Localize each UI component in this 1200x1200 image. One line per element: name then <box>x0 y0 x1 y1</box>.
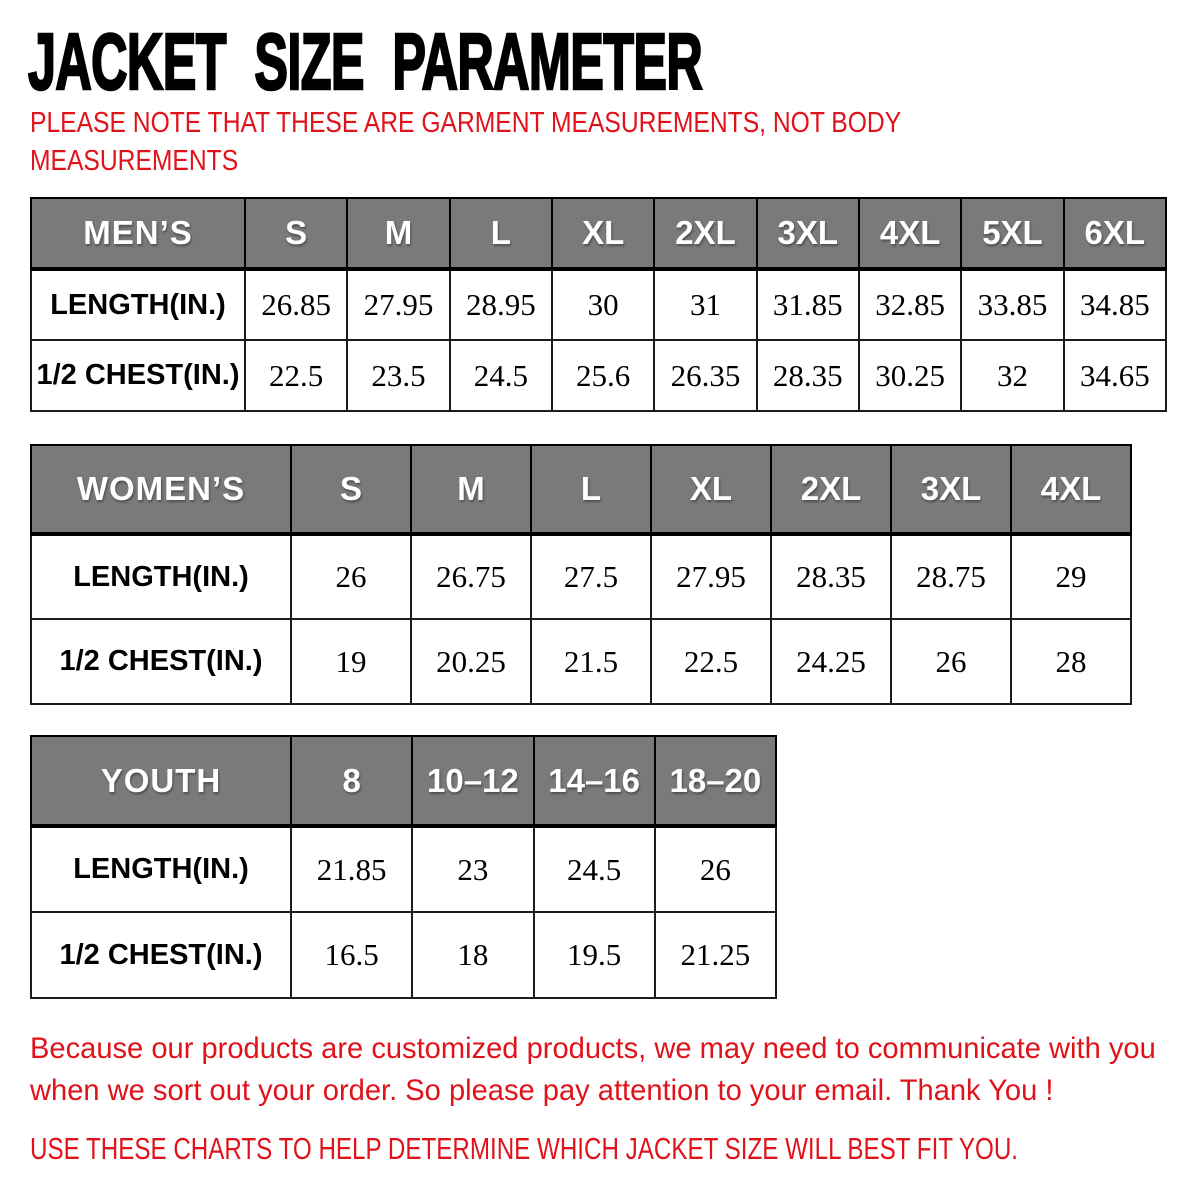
womens-size-table <box>30 444 1132 705</box>
mens-length-5xl: 33.85 <box>961 269 1063 340</box>
youth-size-header-10-12: 10–12 <box>412 736 533 826</box>
womens-length-4xl: 29 <box>1011 534 1131 619</box>
customized-note-line-2: when we sort out your order. So please pay attention to your email. Thank You ! <box>30 1074 1054 1107</box>
youth-length-8: 21.85 <box>291 826 412 912</box>
mens-length-label: LENGTH(IN.) <box>31 269 245 340</box>
mens-size-header-6xl: 6XL <box>1064 198 1166 269</box>
youth-size-table <box>30 735 777 999</box>
mens-length-m: 27.95 <box>347 269 449 340</box>
mens-chest-m: 23.5 <box>347 340 449 411</box>
mens-size-header-4xl: 4XL <box>859 198 961 269</box>
youth-size-header-14-16: 14–16 <box>534 736 655 826</box>
mens-chest-xl: 25.6 <box>552 340 654 411</box>
womens-size-header-xl: XL <box>651 445 771 534</box>
youth-chest-label: 1/2 CHEST(IN.) <box>31 912 291 998</box>
youth-length-10-12: 23 <box>412 826 533 912</box>
womens-chest-label: 1/2 CHEST(IN.) <box>31 619 291 704</box>
customized-note-line-1: Because our products are customized products, we may need to communicate with you <box>30 1032 1156 1065</box>
womens-length-3xl: 28.75 <box>891 534 1011 619</box>
mens-length-s: 26.85 <box>245 269 347 340</box>
womens-chest-4xl: 28 <box>1011 619 1131 704</box>
youth-chest-18-20: 21.25 <box>655 912 776 998</box>
mens-chest-l: 24.5 <box>450 340 552 411</box>
mens-chest-2xl: 26.35 <box>654 340 756 411</box>
use-charts-note: USE THESE CHARTS TO HELP DETERMINE WHICH JACKET SIZE WILL BEST FIT YOU. <box>30 1131 1019 1166</box>
youth-size-header-8: 8 <box>291 736 412 826</box>
womens-chest-3xl: 26 <box>891 619 1011 704</box>
womens-chest-2xl: 24.25 <box>771 619 891 704</box>
womens-length-xl: 27.95 <box>651 534 771 619</box>
garment-measurement-note <box>30 104 901 180</box>
womens-length-m: 26.75 <box>411 534 531 619</box>
youth-chest-row <box>31 912 776 998</box>
womens-size-header-l: L <box>531 445 651 534</box>
womens-chest-row <box>31 619 1131 704</box>
womens-length-s: 26 <box>291 534 411 619</box>
youth-chest-10-12: 18 <box>412 912 533 998</box>
mens-length-6xl: 34.85 <box>1064 269 1166 340</box>
womens-length-l: 27.5 <box>531 534 651 619</box>
mens-size-table <box>30 197 1167 412</box>
customized-products-note <box>30 1028 1156 1112</box>
mens-size-header-5xl: 5XL <box>961 198 1063 269</box>
youth-size-header-18-20: 18–20 <box>655 736 776 826</box>
mens-size-header-s: S <box>245 198 347 269</box>
page-title: JACKET SIZE PARAMETER <box>28 17 703 106</box>
garment-note-line-1: PLEASE NOTE THAT THESE ARE GARMENT MEASUREMENTS, NOT BODY <box>30 107 902 139</box>
youth-length-14-16: 24.5 <box>534 826 655 912</box>
youth-header-row <box>31 736 776 826</box>
youth-chest-8: 16.5 <box>291 912 412 998</box>
youth-chest-14-16: 19.5 <box>534 912 655 998</box>
youth-table-title: YOUTH <box>31 736 291 826</box>
garment-note-line-2: MEASUREMENTS <box>30 145 239 177</box>
womens-chest-xl: 22.5 <box>651 619 771 704</box>
mens-chest-5xl: 32 <box>961 340 1063 411</box>
mens-chest-4xl: 30.25 <box>859 340 961 411</box>
mens-length-row <box>31 269 1166 340</box>
mens-header-row <box>31 198 1166 269</box>
womens-chest-s: 19 <box>291 619 411 704</box>
womens-size-header-4xl: 4XL <box>1011 445 1131 534</box>
mens-chest-3xl: 28.35 <box>757 340 859 411</box>
mens-size-header-2xl: 2XL <box>654 198 756 269</box>
mens-size-header-xl: XL <box>552 198 654 269</box>
mens-chest-row <box>31 340 1166 411</box>
womens-size-header-3xl: 3XL <box>891 445 1011 534</box>
womens-chest-m: 20.25 <box>411 619 531 704</box>
mens-length-l: 28.95 <box>450 269 552 340</box>
mens-size-header-3xl: 3XL <box>757 198 859 269</box>
mens-chest-label: 1/2 CHEST(IN.) <box>31 340 245 411</box>
mens-size-header-m: M <box>347 198 449 269</box>
youth-length-row <box>31 826 776 912</box>
youth-length-18-20: 26 <box>655 826 776 912</box>
mens-length-3xl: 31.85 <box>757 269 859 340</box>
womens-length-label: LENGTH(IN.) <box>31 534 291 619</box>
womens-size-header-m: M <box>411 445 531 534</box>
mens-size-header-l: L <box>450 198 552 269</box>
mens-table-title: MEN’S <box>31 198 245 269</box>
mens-length-xl: 30 <box>552 269 654 340</box>
womens-chest-l: 21.5 <box>531 619 651 704</box>
womens-length-2xl: 28.35 <box>771 534 891 619</box>
mens-chest-s: 22.5 <box>245 340 347 411</box>
womens-header-row <box>31 445 1131 534</box>
womens-length-row <box>31 534 1131 619</box>
womens-table-title: WOMEN’S <box>31 445 291 534</box>
womens-size-header-s: S <box>291 445 411 534</box>
youth-length-label: LENGTH(IN.) <box>31 826 291 912</box>
mens-chest-6xl: 34.65 <box>1064 340 1166 411</box>
mens-length-4xl: 32.85 <box>859 269 961 340</box>
womens-size-header-2xl: 2XL <box>771 445 891 534</box>
mens-length-2xl: 31 <box>654 269 756 340</box>
